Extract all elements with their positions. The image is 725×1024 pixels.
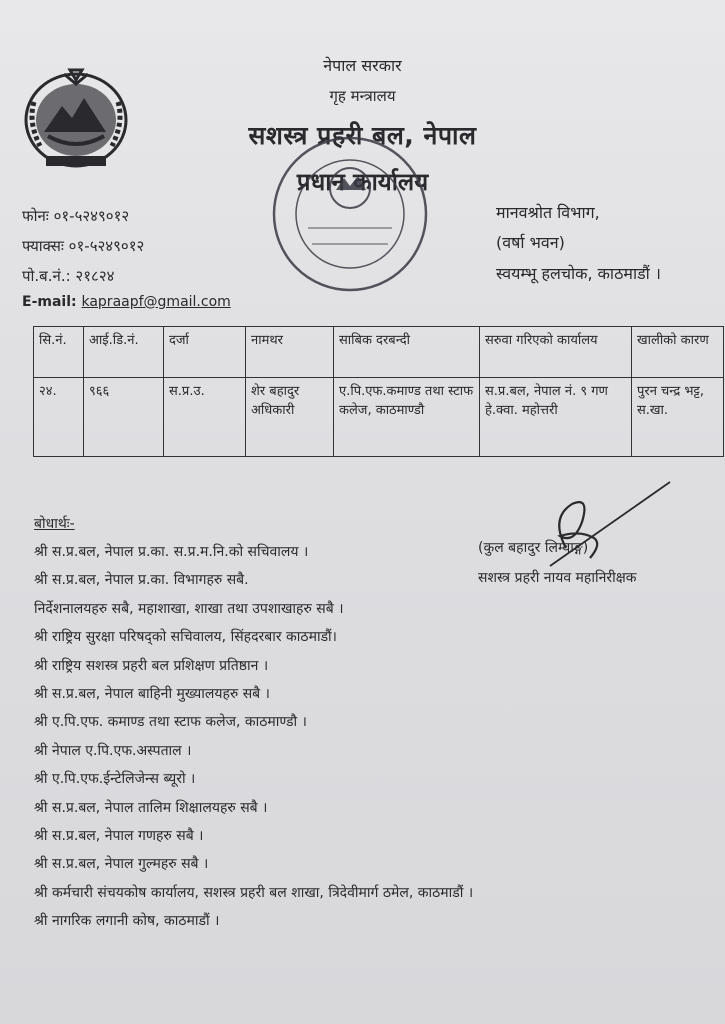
cc-heading: बोधार्थः- xyxy=(34,516,75,532)
email-line xyxy=(22,294,231,310)
table-cell: पुरन चन्द्र भट्ट, स.खा. xyxy=(632,378,724,457)
column-header: नामथर xyxy=(246,327,334,378)
transfer-table xyxy=(33,326,724,457)
table-cell: शेर बहादुर अधिकारी xyxy=(246,378,334,457)
list-item: श्री स.प्र.बल, नेपाल बाहिनी मुख्यालयहरु सबै । xyxy=(34,685,270,702)
table-cell: २४. xyxy=(34,378,84,457)
table-cell: स.प्र.बल, नेपाल नं. ९ गण हे.क्वा. महोत्तरी xyxy=(480,378,632,457)
list-item: श्री ए.पि.एफ.ईन्टेलिजेन्स ब्यूरो । xyxy=(34,771,196,788)
list-item: श्री कर्मचारी संचयकोष कार्यालय, सशस्त्र प्रहरी बल शाखा, त्रिदेवीमार्ग ठमेल, काठमाडौं । xyxy=(34,884,474,901)
signatory-name: (कुल बहादुर लिम्वाङ्ग) xyxy=(478,540,589,556)
phone-number: फोनः ०१-५२४९०१२ xyxy=(22,207,130,225)
column-header: सरुवा गरिएको कार्यालय xyxy=(480,327,632,378)
list-item: श्री स.प्र.बल, नेपाल प्र.का. विभागहरु सबै. xyxy=(34,572,249,589)
column-header: खालीको कारण xyxy=(632,327,724,378)
table-cell: ए.पि.एफ.कमाण्ड तथा स्टाफ कलेज, काठमाण्डौ xyxy=(334,378,480,457)
email-label: E-mail: xyxy=(22,294,77,310)
header-office: प्रधान कार्यालय xyxy=(296,168,429,196)
fax-number: फ्याक्सः ०१-५२४९०१२ xyxy=(22,237,145,255)
list-item: श्री राष्ट्रिय सुरक्षा परिषद्को सचिवालय, सिंहदरबार काठमाडौं। xyxy=(34,629,337,646)
list-item: श्री नागरिक लगानी कोष, काठमाडौं । xyxy=(34,913,220,930)
department-name: मानवश्रोत विभाग, xyxy=(496,203,600,222)
department-building: (वर्षा भवन) xyxy=(496,233,565,252)
header-organization: सशस्त्र प्रहरी बल, नेपाल xyxy=(248,121,477,150)
table-cell: ९६६ xyxy=(84,378,164,457)
list-item: श्री स.प्र.बल, नेपाल प्र.का. स.प्र.म.नि.को सचिवालय । xyxy=(34,544,309,560)
cc-list xyxy=(34,538,473,935)
column-header: सि.नं. xyxy=(34,327,84,378)
list-item: श्री स.प्र.बल, नेपाल गुल्महरु सबै । xyxy=(34,856,209,873)
list-item: श्री ए.पि.एफ. कमाण्ड तथा स्टाफ कलेज, काठमाण्डौ । xyxy=(34,714,307,731)
po-box: पो.ब.नं.: २१८२४ xyxy=(22,267,115,285)
list-item: श्री राष्ट्रिय सशस्त्र प्रहरी बल प्रशिक्षण प्रतिष्ठान । xyxy=(34,657,269,674)
email-address[interactable]: kapraapf@gmail.com xyxy=(81,294,231,310)
office-round-stamp-icon xyxy=(268,132,433,297)
header-government: नेपाल सरकार xyxy=(323,56,402,75)
column-header: दर्जा xyxy=(164,327,246,378)
header-ministry: गृह मन्त्रालय xyxy=(329,87,396,105)
signatory-title: सशस्त्र प्रहरी नायव महानिरीक्षक xyxy=(478,570,637,586)
list-item: निर्देशनालयहरु सबै, महाशाखा, शाखा तथा उपशाखाहरु सबै । xyxy=(34,600,344,617)
column-header: साबिक दरबन्दी xyxy=(334,327,480,378)
list-item: श्री नेपाल ए.पि.एफ.अस्पताल । xyxy=(34,742,192,759)
column-header: आई.डि.नं. xyxy=(84,327,164,378)
table-header-row xyxy=(34,327,724,378)
table-cell: स.प्र.उ. xyxy=(164,378,246,457)
table-row xyxy=(34,378,724,457)
department-address: स्वयम्भू हलचोक, काठमाडौं । xyxy=(496,264,661,283)
list-item: श्री स.प्र.बल, नेपाल गणहरु सबै । xyxy=(34,827,204,844)
list-item: श्री स.प्र.बल, नेपाल तालिम शिक्षालयहरु सबै । xyxy=(34,799,268,816)
